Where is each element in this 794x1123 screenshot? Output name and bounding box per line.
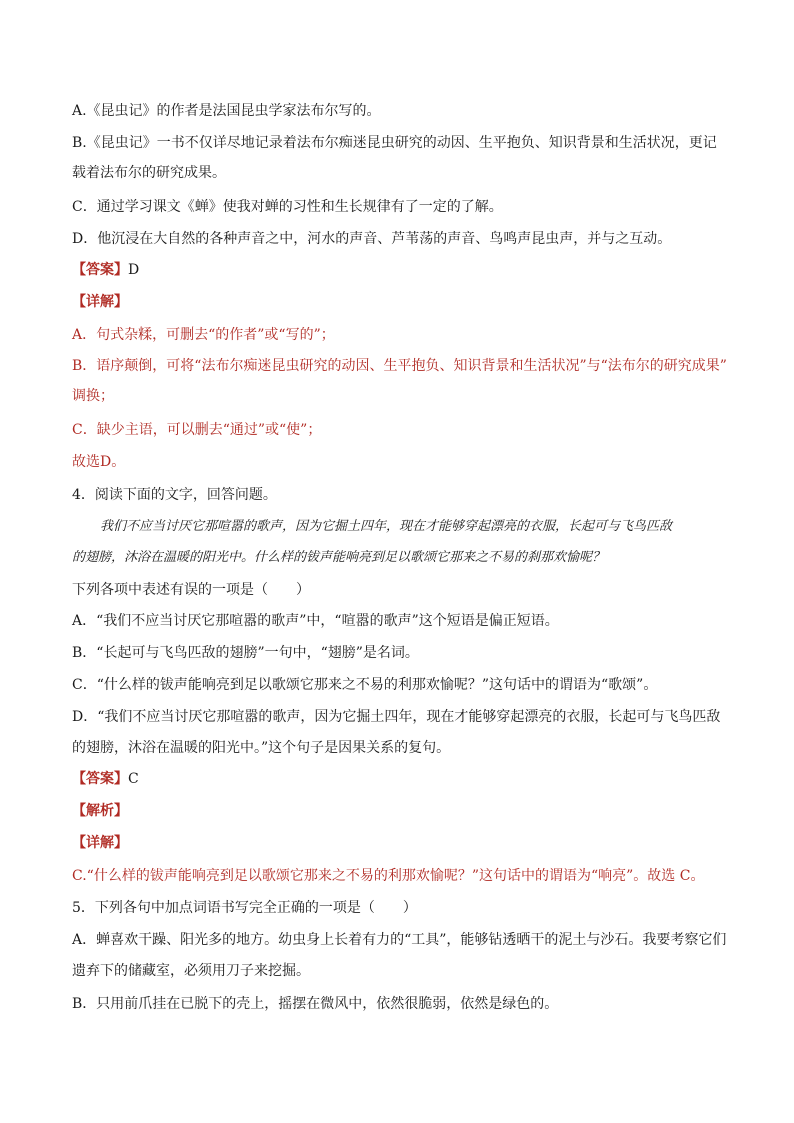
answer-label: 【答案】 [72, 771, 128, 787]
q5-option-a-line1: A．蝉喜欢干躁、阳光多的地方。幼虫身上长着有力的“工具”，能够钻透晒干的泥土与沙石。我要考察它们 [72, 932, 727, 948]
q4-passage-line1: 我们不应当讨厌它那喧嚣的歌声，因为它掘土四年，现在才能够穿起漂亮的衣服，长起可与飞鸟匹敌 [100, 519, 673, 534]
answer-label: 【答案】 [72, 262, 128, 278]
q3-conclusion: 故选D。 [72, 454, 126, 470]
q3-option-a: A.《昆虫记》的作者是法国昆虫学家法布尔写的。 [72, 103, 381, 119]
q3-option-c: C．通过学习课文《蝉》使我对蝉的习性和生长规律有了一定的了解。 [72, 199, 503, 215]
q3-option-d: D．他沉浸在大自然的各种声音之中，河水的声音、芦苇荡的声音、鸟鸣声昆虫声，并与之互动。 [72, 231, 672, 247]
q4-option-a: A．“我们不应当讨厌它那喧嚣的歌声”中，“喧嚣的歌声”这个短语是偏正短语。 [72, 613, 559, 629]
q5-option-a-line2: 遗弃下的储藏室，必须用刀子来挖掘。 [72, 963, 310, 979]
q3-detail-b-line2: 调换； [72, 388, 114, 404]
q3-option-b-line2: 载着法布尔的研究成果。 [72, 165, 226, 181]
q3-detail-c: C．缺少主语，可以删去“通过”或“使”； [72, 422, 322, 438]
q4-answer [72, 769, 732, 789]
q4-detail-label: 【详解】 [72, 835, 128, 851]
q4-option-d-line1: D．“我们不应当讨厌它那喧嚣的歌声，因为它掘土四年，现在才能够穿起漂亮的衣服，长起可与飞鸟匹敌 [72, 709, 721, 725]
q4-stem: 4．阅读下面的文字，回答问题。 [72, 487, 277, 503]
q5-stem: 5．下列各句中加点词语书写完全正确的一项是（ ） [72, 900, 417, 916]
q4-option-d-line2: 的翅膀，沐浴在温暖的阳光中。”这个句子是因果关系的复句。 [72, 740, 451, 756]
q4-passage-line2: 的翅膀，沐浴在温暖的阳光中。什么样的钹声能响亮到足以歌颂它那来之不易的刹那欢愉呢？ [72, 550, 606, 565]
q3-answer [72, 260, 732, 280]
q3-option-b-line1: B.《昆虫记》一书不仅详尽地记录着法布尔痴迷昆虫研究的动因、生平抱负、知识背景和生活状况，更记 [72, 135, 717, 151]
q4-detail: C.“什么样的钹声能响亮到足以歌颂它那来之不易的利那欢愉呢？”这句话中的谓语为“响亮”。故选 C。 [72, 868, 705, 884]
q5-option-b: B．只用前爪挂在已脱下的壳上，摇摆在微风中，依然很脆弱，依然是绿色的。 [72, 996, 559, 1012]
q4-option-c: C．“什么样的钹声能响亮到足以歌颂它那来之不易的利那欢愉呢？”这句话中的谓语为“歌颂”。 [72, 677, 658, 693]
answer-value: D [128, 262, 140, 278]
q3-detail-a: A．句式杂糅，可删去“的作者”或“写的”； [72, 327, 335, 343]
answer-value: C [128, 771, 139, 787]
q4-analysis-label: 【解析】 [72, 803, 128, 819]
q4-option-b: B．“长起可与飞鸟匹敌的翅膀”一句中，“翅膀”是名词。 [72, 645, 419, 661]
q3-detail-label: 【详解】 [72, 294, 128, 310]
q3-detail-b-line1: B．语序颠倒，可将“法布尔痴迷昆虫研究的动因、生平抱负、知识背景和生活状况”与“法布尔的研究成果” [72, 358, 727, 374]
q4-question: 下列各项中表述有误的一项是（ ） [72, 582, 310, 598]
